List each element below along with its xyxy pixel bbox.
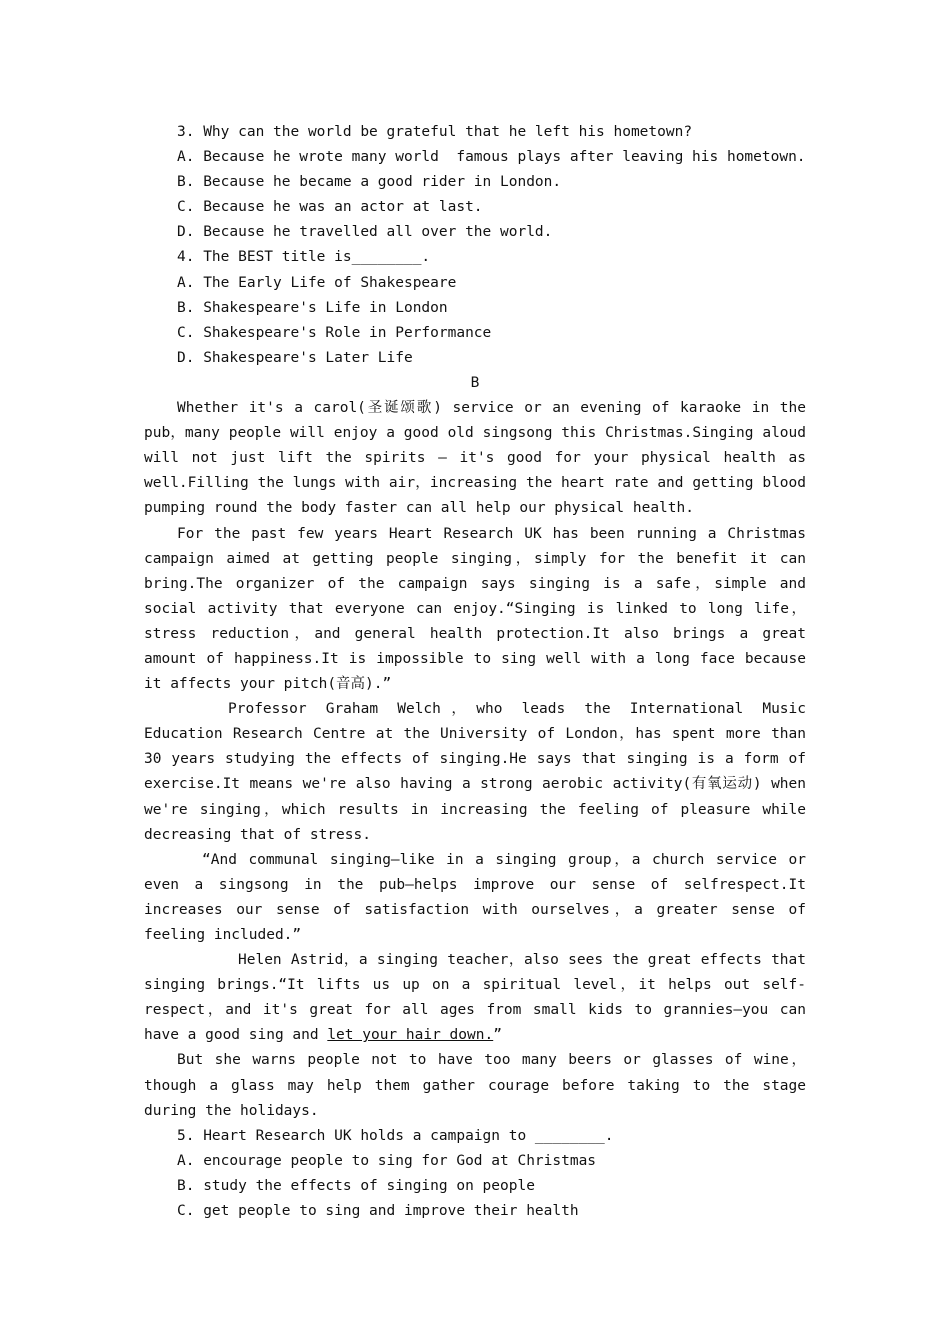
- section-b-heading: B: [470, 374, 480, 391]
- question-5-option-a: A. encourage people to sing for God at Christmas: [177, 1152, 597, 1169]
- question-4-option-c: C. Shakespeare's Role in Performance: [177, 324, 492, 341]
- question-3-option-c: C. Because he was an actor at last.: [177, 199, 483, 216]
- question-3-option-d: D. Because he travelled all over the world.: [177, 224, 553, 241]
- passage-paragraph-6: But she warns people not to have too many beers or glasses of wine，though a glass may help them gather courage before taking to the stage during the holidays.: [144, 1052, 806, 1119]
- passage-paragraph-3: Professor Graham Welch，who leads the International Music Education Research Centre at the University of London，has spent more than 30 years studying the effects of singing.He says that singing is a form of exercise.It means we're also having a strong aerobic activity(有氧运动) when we're singing，which results in increasing the feeling of pleasure while decreasing that of stress.: [144, 701, 806, 843]
- question-3-option-b: B. Because he became a good rider in London.: [177, 174, 562, 191]
- passage-paragraph-4: “And communal singing—like in a singing group，a church service or even a singsong in the pub—helps improve our sense of selfrespect.It increases our sense of satisfaction with ourselves，a greater sense of feeling included.”: [144, 851, 806, 943]
- question-4-option-a: A. The Early Life of Shakespeare: [177, 274, 457, 291]
- question-4-option-d: D. Shakespeare's Later Life: [177, 349, 413, 366]
- passage-paragraph-1: Whether it's a carol(圣诞颂歌) service or an evening of karaoke in the pub，many people will enjoy a good old singsong this Christmas.Singing aloud will not just lift the spirits — it's good for your physical health as well.Filling the lungs with air，increasing the heart rate and getting blood pumping round the body faster can all help our physical health.: [144, 400, 806, 517]
- question-4-stem: 4. The BEST title is________.: [177, 249, 431, 266]
- question-3-stem: 3. Why can the world be grateful that he left his hometown?: [177, 124, 693, 140]
- question-4-option-b: B. Shakespeare's Life in London: [177, 299, 448, 316]
- paragraph-5-closing-quote: ”: [493, 1027, 502, 1044]
- question-5-option-c: C. get people to sing and improve their health: [177, 1203, 579, 1220]
- paragraph-5-text: Helen Astrid，a singing teacher，also sees the great effects that singing brings.“It lifts us up on a spiritual level，it helps out self-respect，and it's great for all ages from small kids to grannies—you can have a good sing and: [144, 952, 806, 1044]
- document-page: [144, 120, 806, 1224]
- underlined-phrase: let your hair down.: [327, 1027, 494, 1044]
- passage-paragraph-5: [144, 948, 806, 1048]
- question-5-stem: 5. Heart Research UK holds a campaign to ________.: [177, 1127, 614, 1144]
- question-5-option-b: B. study the effects of singing on people: [177, 1177, 535, 1194]
- passage-paragraph-2: For the past few years Heart Research UK has been running a Christmas campaign aimed at getting people singing，simply for the benefit it can bring.The organizer of the campaign says singing is a safe，simple and social activity that everyone can enjoy.“Singing is linked to long life，stress reduction，and general health protection.It also brings a great amount of happiness.It is impossible to sing well with a long face because it affects your pitch(音高).”: [144, 525, 806, 693]
- question-3-option-a: A. Because he wrote many world famous plays after leaving his hometown.: [177, 149, 806, 166]
